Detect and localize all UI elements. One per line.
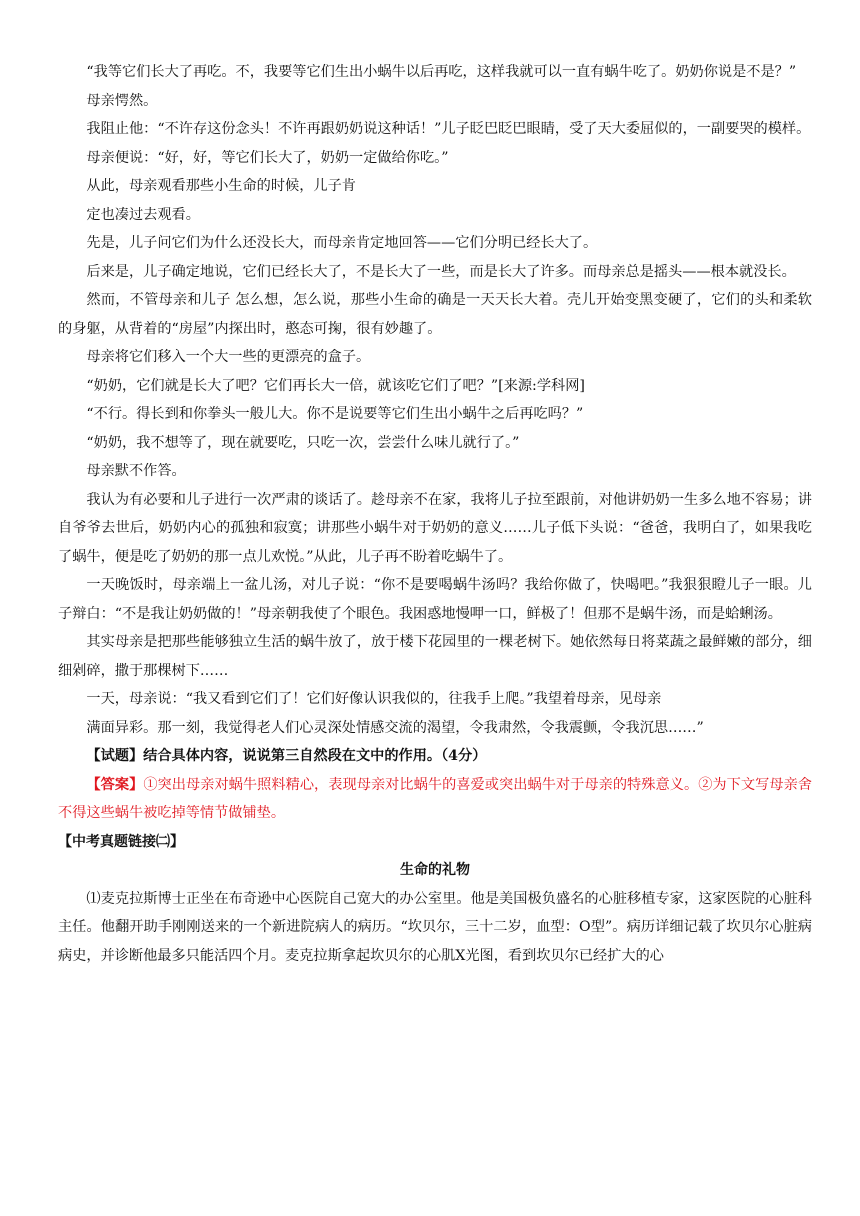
story-paragraph: 从此，母亲观看那些小生命的时候，儿子肯 xyxy=(86,178,356,194)
question-text: 结合具体内容，说说第三自然段在文中的作用。（4分） xyxy=(143,748,487,764)
story-paragraph: 母亲便说：“好，好，等它们长大了，奶奶一定做给你吃。” xyxy=(86,149,449,166)
answer-text: ①突出母亲对蜗牛照料精心，表现母亲对比蜗牛的喜爱或突出蜗牛对于母亲的特殊意义。②为下文写母亲舍不得这些蜗牛被吃掉等情节做铺垫。 xyxy=(58,776,812,821)
story-paragraph: 一天晚饭时，母亲端上一盆儿汤，对儿子说：“你不是要喝蜗牛汤吗？我给你做了，快喝吧。”我狠狠瞪儿子一眼。儿子辩白：“不是我让奶奶做的！”母亲朝我使了个眼色。我困惑地慢呷一口，鲜极了！但那不是蜗牛汤，而是蛤蜊汤。 xyxy=(58,577,812,622)
story-paragraph: 定也凑过去观看。 xyxy=(86,206,200,223)
story-paragraph: “不行。得长到和你拳头一般儿大。你不是说要等它们生出小蜗牛之后再吃吗？” xyxy=(86,406,584,422)
story-paragraph: 满面异彩。那一刻，我觉得老人们心灵深处情感交流的渴望，令我肃然，令我震颤，令我沉思……” xyxy=(86,719,704,736)
story-paragraph: “奶奶，它们就是长大了吧？它们再长大一倍，就该吃它们了吧？”[来源:学科网] xyxy=(86,377,585,394)
story-paragraph: 我认为有必要和儿子进行一次严肃的谈话了。趁母亲不在家，我将儿子拉至跟前，对他讲奶奶一生多么地不容易；讲自爷爷去世后，奶奶内心的孤独和寂寞；讲那些小蜗牛对于奶奶的意义……儿子低下头说：“爸爸，我明白了，如果我吃了蜗牛，便是吃了奶奶的那一点儿欢悦。”从此，儿子再不盼着吃蜗牛了。 xyxy=(58,491,812,565)
question-label: 【试题】 xyxy=(86,748,144,764)
story-paragraph: 先是，儿子问它们为什么还没长大，而母亲肯定地回答——它们分明已经长大了。 xyxy=(86,235,598,251)
story-paragraph: 母亲默不作答。 xyxy=(86,463,186,479)
document-body xyxy=(58,58,812,970)
story-paragraph: “我等它们长大了再吃。不，我要等它们生出小蜗牛以后再吃，这样我就可以一直有蜗牛吃了。奶奶你说是不是？” xyxy=(86,64,797,80)
story-paragraph: 其实母亲是把那些能够独立生活的蜗牛放了，放于楼下花园里的一棵老树下。她依然每日将菜蔬之最鲜嫩的部分，细细剁碎，撒于那棵树下…… xyxy=(58,634,812,679)
article-paragraph: ⑴麦克拉斯博士正坐在布奇逊中心医院自己宽大的办公室里。他是美国极负盛名的心脏移植专家，这家医院的心脏科主任。他翻开助手刚刚送来的一个新进院病人的病历。“坎贝尔，三十二岁，血型：O型”。病历详细记载了坎贝尔心脏病病史，并诊断他最多只能活四个月。麦克拉斯拿起坎贝尔的心肌X光图，看到坎贝尔已经扩大的心 xyxy=(58,890,812,964)
article-title: 生命的礼物 xyxy=(400,862,470,878)
story-paragraph: 后来是，儿子确定地说，它们已经长大了，不是长大了一些，而是长大了许多。而母亲总是摇头——根本就没长。 xyxy=(86,263,796,280)
story-paragraph: 母亲愕然。 xyxy=(86,92,158,109)
story-paragraph: 然而，不管母亲和儿子 怎么想，怎么说，那些小生命的确是一天天长大着。壳儿开始变黑变硬了，它们的头和柔软的身躯，从背着的“房屋”内探出时，憨态可掬，很有妙趣了。 xyxy=(58,292,812,337)
story-paragraph: “奶奶，我不想等了，现在就要吃，只吃一次，尝尝什么味儿就行了。” xyxy=(86,434,520,451)
question-block xyxy=(58,742,812,771)
story-paragraph: 我阻止他：“不许存这份念头！不许再跟奶奶说这种话！”儿子眨巴眨巴眼睛，受了天大委屈似的，一副要哭的模样。 xyxy=(86,121,811,137)
answer-label: 【答案】 xyxy=(86,776,144,793)
section-heading: 【中考真题链接㈡】 xyxy=(58,833,184,850)
story-paragraph: 一天，母亲说：“我又看到它们了！它们好像认识我似的，往我手上爬。”我望着母亲，见母亲 xyxy=(86,691,662,707)
story-paragraph: 母亲将它们移入一个大一些的更漂亮的盒子。 xyxy=(86,349,371,365)
answer-block xyxy=(58,771,812,828)
